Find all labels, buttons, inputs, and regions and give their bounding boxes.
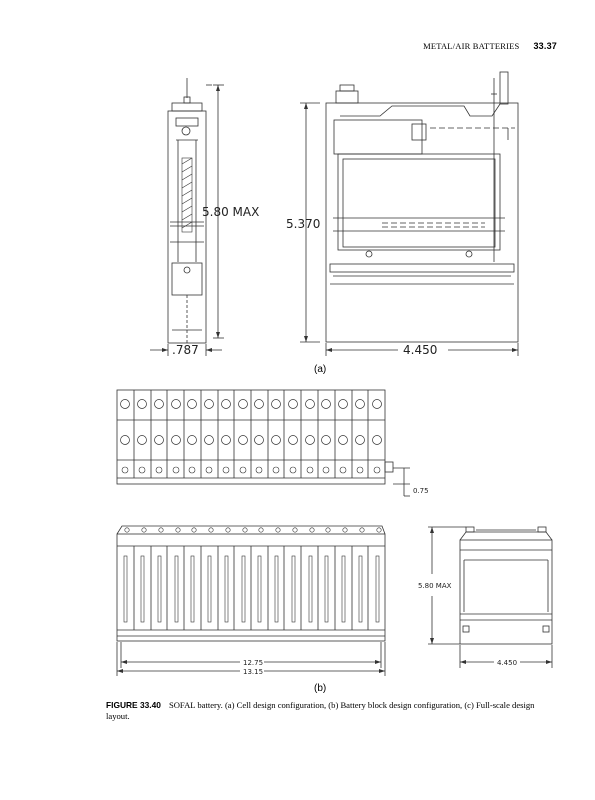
dim-inner-length-b: 12.75: [243, 659, 264, 667]
page-number: 33.37: [533, 41, 557, 51]
dim-height-max-b: 5.80 MAX: [418, 582, 452, 590]
dim-offset-b: 0.75: [413, 487, 429, 495]
panel-b-label: (b): [314, 683, 327, 694]
figure-caption: [106, 700, 554, 722]
battery-block-end-view: [428, 527, 552, 668]
battery-block-side-view: [117, 526, 385, 676]
figure-caption-text: SOFAL battery. (a) Cell design configuration, (b) Battery block design configuration, (c) Full-scale design layout.: [106, 700, 535, 721]
dim-height-a: 5.370: [286, 217, 321, 231]
dim-width-b: 4.450: [497, 659, 518, 667]
battery-block-top-view: [117, 390, 410, 496]
dim-width-a: 4.450: [403, 343, 438, 357]
panel-a-label: (a): [314, 364, 327, 375]
running-title: METAL/AIR BATTERIES: [423, 41, 520, 51]
dim-overall-length-b: 13.15: [243, 668, 264, 676]
cell-front-view: [300, 72, 518, 356]
dim-depth-a: .787: [172, 343, 199, 357]
figure-caption-label: FIGURE 33.40: [106, 700, 161, 710]
dim-height-max-a: 5.80 MAX: [202, 205, 260, 219]
